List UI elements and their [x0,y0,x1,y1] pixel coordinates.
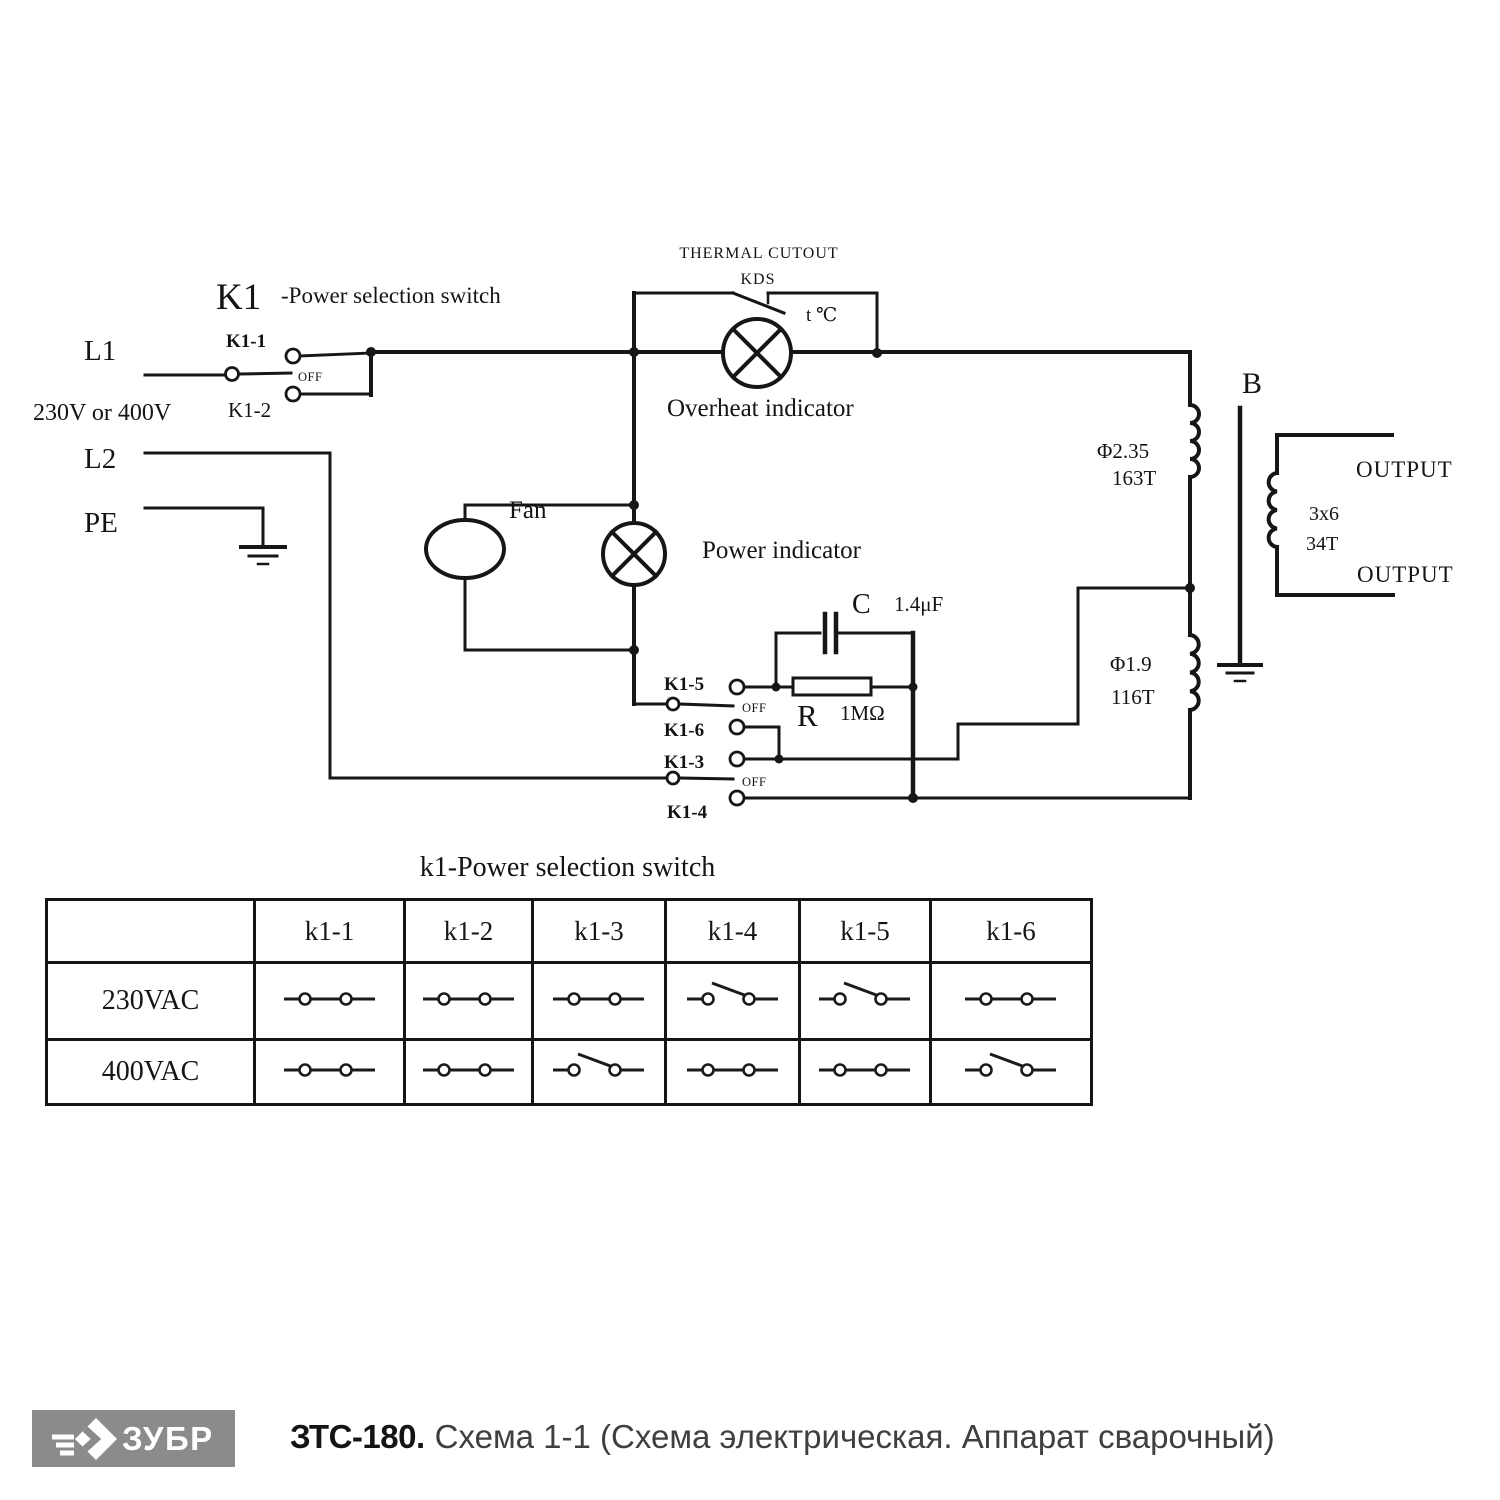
table-row [47,1040,1092,1105]
switch-state-cell [533,1040,666,1105]
switch-open-icon [547,1048,651,1092]
thermal-switch-icon [733,293,784,313]
switch-closed-icon [278,1048,382,1092]
temperature-label: t ℃ [806,305,838,326]
l1-label: L1 [84,335,117,367]
contact-k1-6-label: K1-6 [664,720,705,741]
winding1-turns-label: 163T [1112,466,1157,490]
brand-name: ЗУБР [122,1419,214,1457]
fan-label: Fan [509,497,547,524]
contact-k1-3-label: K1-3 [664,752,705,773]
contact-k1-5-label: K1-5 [664,674,705,695]
table-col-header: k1-4 [666,900,800,963]
switch-state-cell [666,963,800,1040]
resistor-value-label: 1MΩ [840,701,885,725]
power-indicator-label: Power indicator [702,537,861,564]
winding2-diameter-label: Φ1.9 [1110,652,1152,676]
switch-state-cell [931,963,1092,1040]
switch-state-cell [800,1040,931,1105]
switch-closed-icon [681,1048,785,1092]
output-top-label: OUTPUT [1356,457,1453,482]
overheat-lamp-icon [723,319,791,387]
table-col-header: k1-6 [931,900,1092,963]
zubr-logo-icon [32,1410,120,1467]
switch-state-cell [405,1040,533,1105]
transformer-secondary-coil-icon [1269,473,1277,547]
switch-state-cell [533,963,666,1040]
k1-heading-suffix: -Power selection switch [281,283,501,308]
table-col-header: k1-2 [405,900,533,963]
table-row [47,963,1092,1040]
capacitor-icon [825,614,836,652]
switch-closed-icon [547,977,651,1021]
table-corner-cell [47,900,255,963]
switch-state-cell [405,963,533,1040]
winding3-size-label: 3x6 [1309,503,1339,525]
transformer-b-label: B [1242,367,1263,400]
table-row-header: 230VAC [47,963,255,1040]
core-ground-icon [1219,665,1261,681]
switch-state-cell [255,963,405,1040]
voltage-label: 230V or 400V [33,400,172,426]
resistor-icon [793,678,871,695]
kds-label: KDS [740,271,776,288]
overheat-indicator-label: Overheat indicator [667,395,854,422]
capacitor-value-label: 1.4μF [894,592,944,616]
switch-closed-icon [813,1048,917,1092]
switch-state-cell [666,1040,800,1105]
contact-k1-2-label: K1-2 [228,398,272,422]
switch-open-icon [681,977,785,1021]
fan-icon [426,520,504,578]
power-lamp-icon [603,523,665,585]
off-label-1: OFF [298,370,323,384]
off-label-3: OFF [742,775,767,789]
winding1-diameter-label: Φ2.35 [1097,439,1150,463]
l2-label: L2 [84,443,117,475]
switch-state-cell [800,963,931,1040]
switch-state-cell [931,1040,1092,1105]
contact-k1-4-label: K1-4 [667,802,708,823]
switch-closed-icon [417,1048,521,1092]
thermal-cutout-label: THERMAL CUTOUT [679,245,839,262]
table-col-header: k1-5 [800,900,931,963]
k1-heading: K1 [216,277,262,318]
off-label-2: OFF [742,701,767,715]
model-name: ЗТС-180. [290,1418,425,1455]
switch-closed-icon [417,977,521,1021]
footer-caption [290,1418,1275,1456]
table-title: k1-Power selection switch [419,852,716,883]
pe-ground-icon [241,547,285,564]
capacitor-name-label: C [852,589,871,620]
transformer-primary-coil2-icon [1190,635,1199,710]
switch-open-icon [813,977,917,1021]
table-row-header: 400VAC [47,1040,255,1105]
resistor-name-label: R [797,698,818,733]
winding2-turns-label: 116T [1111,685,1155,709]
pe-label: PE [84,507,118,539]
table-col-header: k1-3 [533,900,666,963]
switch-closed-icon [959,977,1063,1021]
winding3-turns-label: 34T [1306,533,1339,555]
power-selection-table [45,898,1093,1106]
switch-closed-icon [278,977,382,1021]
switch-state-cell [255,1040,405,1105]
switch-open-icon [959,1048,1063,1092]
output-bottom-label: OUTPUT [1357,562,1454,587]
contact-k1-1-label: K1-1 [226,331,267,352]
scheme-description: Схема 1-1 (Схема электрическая. Аппарат сварочный) [434,1418,1275,1455]
transformer-primary-coil1-icon [1190,405,1199,477]
footer [0,1400,1500,1480]
table-col-header: k1-1 [255,900,405,963]
zubr-logo [32,1410,235,1467]
